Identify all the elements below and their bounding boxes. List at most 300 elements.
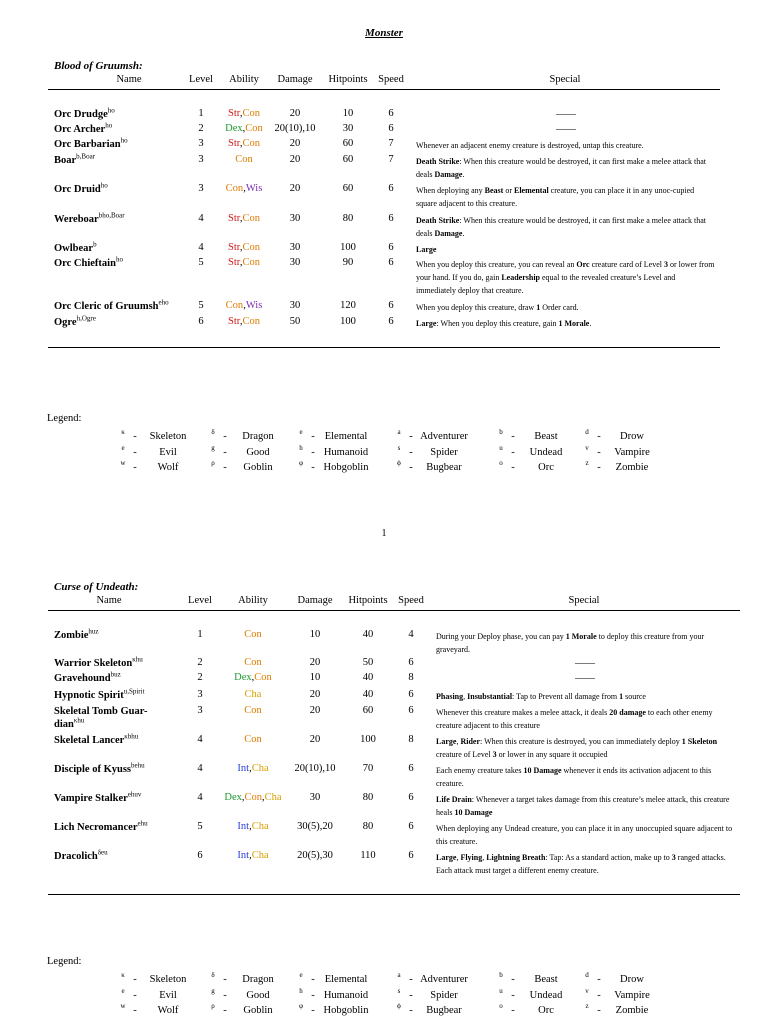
ability — [218, 792, 288, 803]
legend-dash: - — [311, 462, 315, 473]
damage: 20 — [289, 154, 301, 165]
creature-name — [54, 316, 204, 329]
hitpoints: 40 — [362, 689, 374, 700]
ability-part: Con — [242, 257, 260, 268]
legend-symbol: e — [299, 971, 303, 979]
hitpoints: 110 — [360, 850, 376, 861]
speed: 6 — [388, 213, 394, 224]
creature-tags: ho — [115, 255, 123, 264]
ability-part: , — [251, 672, 255, 683]
speed: 6 — [408, 657, 414, 668]
legend-dash: - — [409, 446, 413, 458]
speed: 6 — [388, 257, 394, 268]
damage: 30 — [289, 213, 301, 224]
special: —— — [556, 109, 576, 120]
ability-part: Con — [254, 672, 272, 683]
legend-dash: - — [409, 431, 413, 442]
legend-name: Beast — [534, 974, 558, 985]
creature-name — [54, 792, 164, 805]
legend-name: Spider — [430, 989, 458, 1001]
ability-part: Cha — [251, 763, 269, 774]
creature-name-text: Zombie — [54, 630, 89, 641]
legend-dash: - — [511, 1005, 515, 1016]
damage: 20 — [309, 689, 321, 700]
legend-name: Adventurer — [420, 974, 468, 985]
ability-part: , — [239, 242, 243, 253]
legend-dash: - — [409, 989, 413, 1001]
legend-name: Vampire — [614, 989, 650, 1001]
creature-name-text: Owlbear — [54, 243, 94, 254]
damage: 30(5),20 — [297, 821, 333, 832]
legend-symbol: ϕ — [397, 1002, 401, 1010]
ability — [218, 689, 288, 700]
ability-part: , — [249, 763, 252, 774]
damage: 30 — [309, 792, 321, 803]
creature-name — [54, 657, 164, 670]
legend-dash: - — [133, 462, 137, 473]
ability-part: Con — [242, 242, 260, 253]
ability — [218, 705, 288, 716]
hitpoints: 60 — [362, 705, 374, 716]
ability-part: Con — [225, 183, 244, 194]
level: 3 — [198, 183, 204, 194]
ability-part: Con — [244, 734, 262, 745]
legend-name: Good — [246, 446, 270, 458]
legend-name: Spider — [430, 446, 458, 458]
creature-name — [54, 850, 164, 863]
legend-name: Orc — [538, 1005, 554, 1016]
creature-tags: behu — [131, 761, 145, 770]
legend-symbol: δ — [211, 971, 215, 979]
special: Large — [416, 245, 437, 254]
creature-name-text: Skeletal Tomb Guar-dian — [54, 706, 148, 730]
speed: 7 — [388, 154, 394, 165]
header-level: Level — [189, 74, 213, 85]
creature-tags: ehu — [137, 819, 148, 828]
speed: 6 — [408, 763, 414, 774]
legend-dash: - — [223, 1005, 227, 1016]
creature-tags: ho — [105, 121, 113, 130]
special: When you deploy this creature, you can reveal an Orc creature card of Level 3 or lower from your hand. If you do, gain Leadership equal to the revealed creature’s Level and immediately deploy that creature. — [416, 260, 715, 295]
level: 6 — [198, 316, 204, 327]
special: —— — [575, 658, 595, 669]
hitpoints: 60 — [342, 154, 354, 165]
legend-name: Adventurer — [420, 431, 468, 442]
ability-part: Con — [225, 300, 244, 311]
legend-symbol: o — [499, 1002, 503, 1010]
creature-name-text: Dracolich — [54, 851, 98, 862]
legend-dash: - — [597, 462, 601, 473]
legend-name: Hobgoblin — [323, 462, 369, 473]
hitpoints: 10 — [342, 108, 354, 119]
ability-part: Con — [242, 138, 260, 149]
legend-dash: - — [511, 974, 515, 985]
creature-name — [54, 183, 204, 196]
speed: 6 — [408, 821, 414, 832]
page-title: Monster — [365, 27, 403, 39]
header-ability: Ability — [238, 595, 268, 606]
creature-name-text: Wereboar — [54, 214, 99, 225]
legend-dash: - — [133, 431, 137, 442]
header-damage: Damage — [277, 74, 313, 85]
ability — [218, 672, 288, 683]
legend-symbol: φ — [298, 1002, 304, 1010]
level: 3 — [198, 154, 204, 165]
damage: 10 — [309, 672, 321, 683]
special: Large, Rider: When this creature is destroyed, you can immediately deploy 1 Skeleton creature of Level 3 or lower in any square it occupied — [436, 737, 718, 759]
ability-part: Dex — [224, 792, 242, 803]
damage: 20 — [309, 734, 321, 745]
legend-symbol: w — [120, 459, 126, 467]
legend-name: Wolf — [157, 1005, 179, 1016]
level: 3 — [198, 138, 204, 149]
legend-name: Goblin — [243, 462, 273, 473]
damage: 20 — [309, 657, 321, 668]
section-title: Curse of Undeath: — [54, 581, 139, 593]
ability-part: Con — [244, 657, 262, 668]
ability-part: Con — [244, 792, 263, 803]
special: Whenever an adjacent enemy creature is destroyed, untap this creature. — [416, 141, 644, 150]
legend-dash: - — [409, 1005, 413, 1016]
ability-part: Str — [228, 257, 240, 268]
legend-name: Humanoid — [323, 446, 369, 458]
legend-symbol: a — [397, 428, 401, 436]
legend-name: Skeleton — [149, 431, 187, 442]
hitpoints: 120 — [340, 300, 356, 311]
header-name: Name — [96, 595, 122, 606]
hitpoints: 60 — [342, 138, 354, 149]
creature-name — [54, 672, 164, 685]
damage: 10 — [309, 629, 321, 640]
speed: 8 — [408, 734, 414, 745]
legend-name: Dragon — [242, 974, 274, 985]
ability-part: Con — [244, 629, 262, 640]
creature-name — [54, 138, 204, 151]
creature-name — [54, 154, 204, 167]
ability-part: , — [249, 821, 252, 832]
level: 4 — [197, 792, 203, 803]
speed: 6 — [388, 300, 394, 311]
legend-name: Elemental — [324, 431, 368, 442]
legend-name: Bugbear — [426, 462, 462, 473]
legend-symbol: d — [585, 428, 589, 436]
creature-tags: b,Boar — [76, 152, 96, 161]
creature-name-text: Orc Druid — [54, 184, 101, 195]
level: 5 — [197, 821, 203, 832]
creature-name — [54, 763, 164, 776]
legend-dash: - — [597, 446, 601, 458]
damage: 30 — [289, 257, 301, 268]
ability-part: Str — [228, 213, 240, 224]
legend-symbol: e — [121, 986, 125, 995]
creature-tags: κbhu — [124, 732, 139, 741]
speed: 6 — [388, 183, 394, 194]
legend-symbol: e — [121, 443, 125, 452]
legend-dash: - — [597, 1005, 601, 1016]
special: —— — [556, 124, 576, 135]
ability-part: Cha — [251, 821, 269, 832]
legend-label: Legend: — [47, 413, 82, 424]
ability-part: Con — [244, 705, 262, 716]
legend-symbol: g — [211, 443, 215, 452]
speed: 6 — [388, 108, 394, 119]
legend-symbol: s — [397, 986, 401, 995]
legend-symbol: v — [585, 443, 589, 452]
legend-name: Skeleton — [149, 974, 187, 985]
legend-dash: - — [311, 989, 315, 1001]
ability-part: , — [243, 183, 246, 194]
ability-part: Dex — [234, 672, 252, 683]
legend-name: Undead — [529, 989, 563, 1001]
legend-symbol: δ — [211, 428, 215, 436]
level: 2 — [197, 657, 203, 668]
speed: 6 — [388, 123, 394, 134]
ability-part: Str — [228, 108, 240, 119]
ability-part: Int — [237, 850, 250, 861]
ability-part: Dex — [225, 123, 243, 134]
damage: 50 — [289, 316, 301, 327]
special: Large, Flying, Lightning Breath: Tap: As a standard action, make up to 3 ranged attacks. Each attack must target a different enemy creature. — [436, 853, 726, 875]
legend-dash: - — [133, 1005, 137, 1016]
special: Large: When you deploy this creature, gain 1 Morale. — [416, 319, 592, 328]
header-hitpoints: Hitpoints — [348, 595, 388, 606]
creature-name-text: Orc Archer — [54, 124, 106, 135]
header-ability: Ability — [229, 74, 259, 85]
legend-dash: - — [511, 431, 515, 442]
legend-symbol: w — [120, 1002, 126, 1010]
creature-name-text: Disciple of Kyuss — [54, 764, 132, 775]
creature-name-text: Hypnotic Spirit — [54, 690, 124, 701]
header-hitpoints: Hitpoints — [328, 74, 368, 85]
hitpoints: 70 — [362, 763, 374, 774]
speed: 6 — [408, 689, 414, 700]
level: 4 — [197, 763, 203, 774]
speed: 7 — [388, 138, 394, 149]
special: Phasing, Insubstantial: Tap to Prevent all damage from 1 source — [436, 692, 646, 701]
legend-name: Drow — [620, 974, 644, 985]
legend-name: Goblin — [243, 1005, 273, 1016]
creature-tags: bho,Boar — [98, 211, 125, 220]
legend-dash: - — [409, 462, 413, 473]
damage: 20 — [309, 705, 321, 716]
creature-tags: huz — [88, 627, 99, 636]
damage: 20 — [289, 138, 301, 149]
damage: 20 — [289, 183, 301, 194]
damage: 20(10),10 — [274, 123, 316, 134]
legend-name: Drow — [620, 431, 644, 442]
legend-dash: - — [311, 974, 315, 985]
legend-symbol: g — [211, 986, 215, 995]
legend-symbol: u — [499, 986, 503, 995]
creature-name — [54, 734, 164, 747]
ability — [218, 629, 288, 640]
legend-symbol: a — [397, 971, 401, 979]
ability-part: , — [239, 213, 243, 224]
speed: 6 — [388, 316, 394, 327]
level: 5 — [198, 300, 204, 311]
legend-dash: - — [311, 431, 315, 442]
header-level: Level — [188, 595, 212, 606]
creature-name-text: Orc Chieftain — [54, 258, 116, 269]
creature-tags: δeu — [97, 848, 108, 857]
legend-dash: - — [311, 1005, 315, 1016]
special: When deploying any Undead creature, you can place it in any unoccupied square adjacent to this creature. — [436, 824, 733, 846]
level: 5 — [198, 257, 204, 268]
creature-name — [54, 629, 164, 642]
bottom-rule — [48, 894, 740, 895]
ability-part: Str — [228, 242, 240, 253]
ability — [218, 657, 288, 668]
hitpoints: 90 — [342, 257, 354, 268]
creature-tags: ehuv — [127, 790, 142, 799]
header-special: Special — [568, 595, 600, 606]
hitpoints: 100 — [360, 734, 376, 745]
ability-part: Wis — [245, 300, 263, 311]
ability-part: , — [239, 316, 243, 327]
special: Each enemy creature takes 10 Damage whenever it ends its activation adjacent to this creature. — [436, 766, 712, 788]
speed: 6 — [408, 792, 414, 803]
header-name: Name — [116, 74, 142, 85]
legend-name: Undead — [529, 446, 563, 458]
level: 2 — [197, 672, 203, 683]
legend-name: Beast — [534, 431, 558, 442]
level: 4 — [197, 734, 203, 745]
level: 2 — [198, 123, 204, 134]
speed: 6 — [388, 242, 394, 253]
bottom-rule — [48, 347, 720, 348]
ability-part: Int — [237, 821, 250, 832]
creature-name-text: Orc Drudge — [54, 109, 108, 120]
speed: 6 — [408, 705, 414, 716]
legend-symbol: o — [499, 459, 503, 467]
legend-dash: - — [597, 989, 601, 1001]
legend-name: Good — [246, 989, 270, 1001]
hitpoints: 80 — [362, 821, 374, 832]
hitpoints: 50 — [362, 657, 374, 668]
legend-symbol: φ — [298, 459, 304, 467]
special: Life Drain: Whenever a target takes damage from this creature’s melee attack, this creature heals 10 Damage — [436, 795, 730, 817]
creature-name — [54, 108, 204, 121]
ability-part: Con — [242, 316, 260, 327]
header-damage: Damage — [297, 595, 333, 606]
creature-name-text: Vampire Stalker — [54, 793, 128, 804]
legend-symbol: ρ — [211, 1002, 215, 1010]
creature-tags: ho — [107, 106, 115, 115]
level: 4 — [198, 213, 204, 224]
ability — [218, 763, 288, 774]
special: Whenever this creature makes a melee attack, it deals 20 damage to each other enemy creature adjacent to this creature — [436, 708, 713, 730]
creature-name — [54, 300, 204, 313]
speed: 6 — [408, 850, 414, 861]
legend-label: Legend: — [47, 956, 82, 967]
legend-dash: - — [223, 446, 227, 458]
ability-part: , — [241, 792, 245, 803]
special: When deploying any Beast or Elemental creature, you can place it in any unoc-cupied square adjacent to this creature. — [416, 186, 695, 208]
damage: 30 — [289, 300, 301, 311]
section-title: Blood of Gruumsh: — [54, 60, 143, 72]
creature-name — [54, 242, 204, 255]
ability-part: Con — [235, 154, 253, 165]
header-rule — [48, 89, 720, 90]
legend-name: Wolf — [157, 462, 179, 473]
legend-dash: - — [597, 974, 601, 985]
ability-part: , — [243, 300, 246, 311]
creature-name-text: Orc Cleric of Gruumsh — [54, 301, 159, 312]
legend-name: Zombie — [615, 1005, 649, 1016]
legend-symbol: h — [299, 986, 303, 995]
creature-name — [54, 213, 204, 226]
legend-symbol: s — [397, 443, 401, 452]
ability-part: Int — [237, 763, 250, 774]
legend-dash: - — [133, 974, 137, 985]
page-number: 1 — [381, 528, 387, 539]
hitpoints: 100 — [340, 242, 356, 253]
ability-part: Str — [228, 316, 240, 327]
special: Death Strike: When this creature would be destroyed, it can first make a melee attack that deals Damage. — [416, 216, 706, 238]
legend-dash: - — [597, 431, 601, 442]
special: —— — [575, 673, 595, 684]
legend-symbol: ρ — [211, 459, 215, 467]
legend-symbol: b — [499, 971, 503, 979]
level: 1 — [197, 629, 203, 640]
ability-part: Con — [245, 123, 263, 134]
creature-name-text: Gravehound — [54, 673, 111, 684]
level: 4 — [198, 242, 204, 253]
ability-part: Cha — [244, 689, 262, 700]
hitpoints: 100 — [340, 316, 356, 327]
legend-symbol: z — [585, 1002, 589, 1010]
ability-part: Wis — [245, 183, 263, 194]
legend-dash: - — [409, 974, 413, 985]
legend-name: Dragon — [242, 431, 274, 442]
level: 3 — [197, 705, 203, 716]
ability-part: Con — [242, 108, 260, 119]
creature-name-text: Skeletal Lancer — [54, 735, 125, 746]
hitpoints: 80 — [342, 213, 354, 224]
legend-name: Elemental — [324, 974, 368, 985]
creature-name — [54, 123, 204, 136]
speed: 4 — [408, 629, 414, 640]
header-special: Special — [549, 74, 581, 85]
legend-name: Evil — [159, 446, 177, 458]
legend-symbol: b — [499, 428, 503, 436]
hitpoints: 30 — [342, 123, 354, 134]
ability-part: Con — [242, 213, 260, 224]
damage: 30 — [289, 242, 301, 253]
hitpoints: 40 — [362, 629, 374, 640]
header-speed: Speed — [398, 595, 424, 606]
ability-part: , — [239, 138, 243, 149]
legend-dash: - — [133, 446, 137, 458]
special: When you deploy this creature, draw 1 Order card. — [416, 303, 579, 312]
legend-symbol: e — [299, 428, 303, 436]
level: 1 — [198, 108, 204, 119]
header-rule — [48, 610, 740, 611]
ability-part: , — [249, 850, 252, 861]
legend-name: Vampire — [614, 446, 650, 458]
legend-dash: - — [223, 974, 227, 985]
legend-symbol: h — [299, 443, 303, 452]
legend-symbol: κ — [121, 428, 125, 436]
legend-dash: - — [223, 989, 227, 1001]
special: Death Strike: When this creature would be destroyed, it can first make a melee attack that deals Damage. — [416, 157, 706, 179]
creature-tags: ho — [100, 181, 108, 190]
creature-name-text: Lich Necromancer — [54, 822, 138, 833]
legend-dash: - — [511, 462, 515, 473]
legend-symbol: z — [585, 459, 589, 467]
ability-part: , — [239, 257, 243, 268]
legend-name: Evil — [159, 989, 177, 1001]
